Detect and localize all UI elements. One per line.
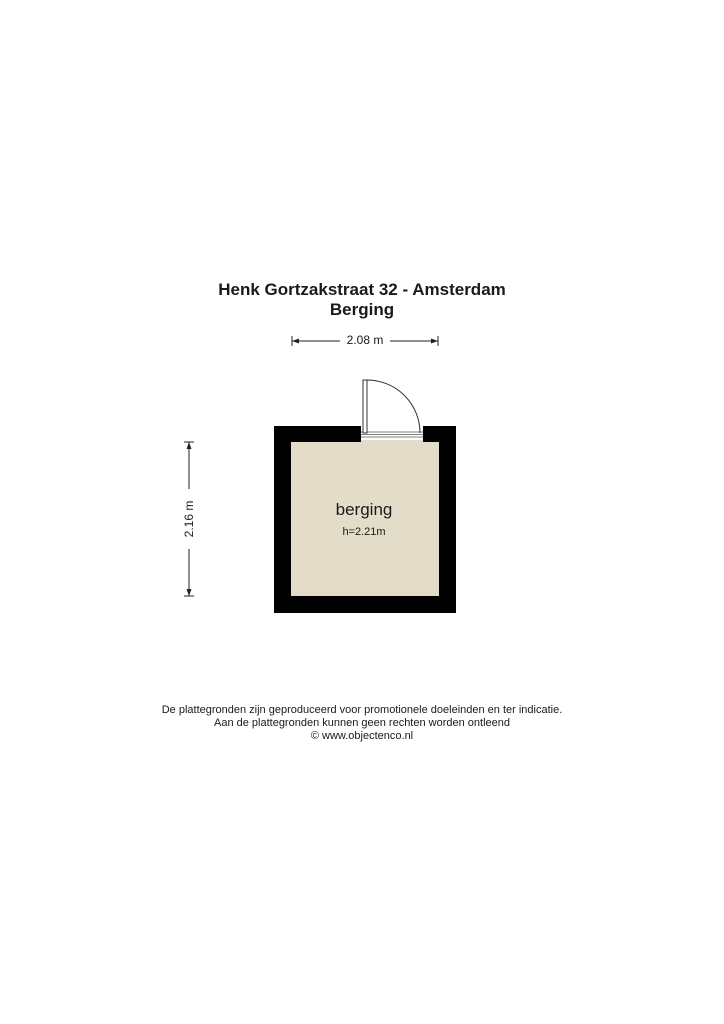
- width-label: 2.08 m: [340, 333, 390, 347]
- plan-title: Henk Gortzakstraat 32 - Amsterdam: [218, 280, 506, 299]
- disclaimer-line-1: De plattegronden zijn geproduceerd voor promotionele doeleinden en ter indicatie.: [161, 704, 563, 716]
- disclaimer-line-2: Aan de plattegronden kunnen geen rechten worden ontleend: [213, 717, 510, 729]
- copyright-line: © www.objectenco.nl: [310, 730, 414, 742]
- room-name: berging: [335, 500, 393, 519]
- door-threshold: [361, 440, 423, 443]
- plan-subtitle: Berging: [329, 300, 395, 319]
- room-height: h=2.21m: [342, 526, 386, 538]
- door-swing: [363, 380, 420, 433]
- depth-label: 2.16 m: [182, 489, 196, 549]
